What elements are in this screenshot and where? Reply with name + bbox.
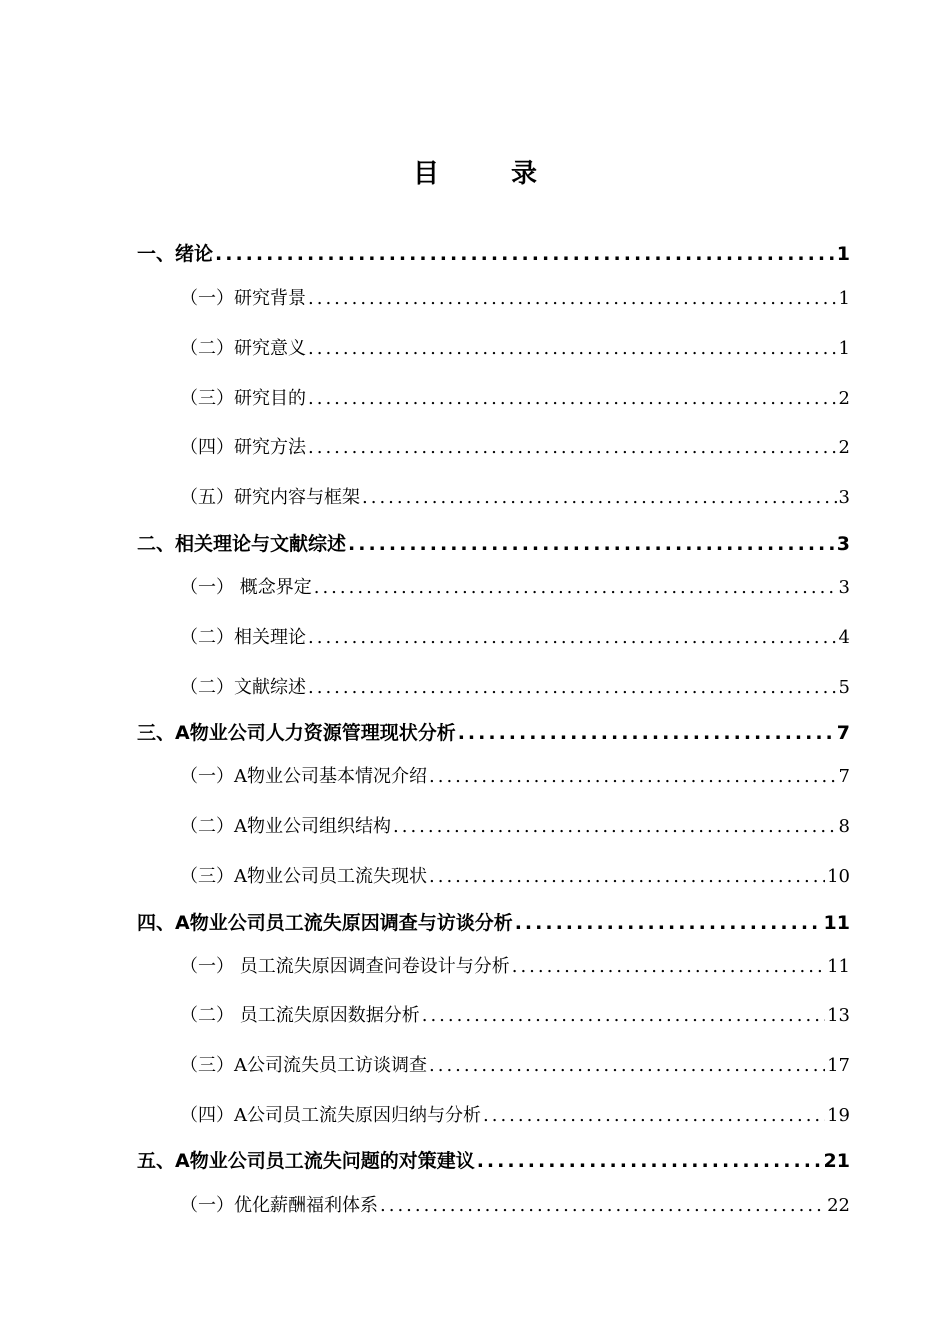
toc-entry-label: 一、绪论 bbox=[137, 243, 214, 265]
toc-leader bbox=[308, 284, 837, 314]
toc-leader bbox=[515, 908, 822, 938]
toc-entry-20[interactable] bbox=[180, 1191, 850, 1221]
toc-entry-4[interactable] bbox=[180, 433, 850, 463]
toc-entry-label: （三）A公司流失员工访谈调查 bbox=[180, 1055, 427, 1076]
toc-entry-page: 7 bbox=[838, 766, 850, 787]
toc-entry-page: 5 bbox=[838, 677, 850, 698]
toc-entry-9[interactable] bbox=[180, 673, 850, 703]
toc-entry-1[interactable] bbox=[180, 284, 850, 314]
toc-entry-label: （一） 员工流失原因调查问卷设计与分析 bbox=[180, 956, 510, 977]
toc-entry-label: （二） 员工流失原因数据分析 bbox=[180, 1005, 420, 1026]
toc-entry-label: 五、A物业公司员工流失问题的对策建议 bbox=[137, 1150, 475, 1172]
toc-leader bbox=[314, 573, 837, 603]
toc-leader bbox=[393, 812, 837, 842]
toc-leader bbox=[308, 433, 837, 463]
toc-entry-0[interactable] bbox=[137, 239, 850, 269]
toc-entry-18[interactable] bbox=[180, 1101, 850, 1131]
toc-entry-11[interactable] bbox=[180, 762, 850, 792]
toc-leader bbox=[477, 1146, 822, 1176]
toc-entry-12[interactable] bbox=[180, 812, 850, 842]
toc-entry-label: （二）A物业公司组织结构 bbox=[180, 816, 391, 837]
toc-entry-5[interactable] bbox=[180, 483, 850, 513]
toc-entry-page: 21 bbox=[823, 1150, 850, 1172]
toc-leader bbox=[380, 1191, 825, 1221]
toc-leader bbox=[308, 673, 837, 703]
toc-entry-13[interactable] bbox=[180, 862, 850, 892]
toc-leader bbox=[429, 862, 825, 892]
toc-entry-page: 4 bbox=[838, 627, 850, 648]
toc-entry-page: 2 bbox=[838, 437, 850, 458]
toc-leader bbox=[429, 762, 837, 792]
toc-entry-page: 3 bbox=[838, 487, 850, 508]
toc-leader bbox=[215, 239, 835, 269]
toc-entry-6[interactable] bbox=[137, 529, 850, 559]
toc-entry-10[interactable] bbox=[137, 718, 850, 748]
toc-leader bbox=[348, 529, 835, 559]
toc-entry-label: （二）研究意义 bbox=[180, 338, 306, 359]
toc-entry-label: （一）优化薪酬福利体系 bbox=[180, 1195, 378, 1216]
toc-entry-page: 1 bbox=[836, 243, 850, 265]
toc-entry-3[interactable] bbox=[180, 384, 850, 414]
toc-entry-label: （一）A物业公司基本情况介绍 bbox=[180, 766, 427, 787]
toc-leader bbox=[362, 483, 837, 513]
toc-entry-page: 19 bbox=[827, 1105, 850, 1126]
toc-entry-label: （四）研究方法 bbox=[180, 437, 306, 458]
toc-leader bbox=[308, 334, 837, 364]
toc-entry-label: 二、相关理论与文献综述 bbox=[137, 533, 347, 555]
toc-entry-page: 1 bbox=[838, 288, 850, 309]
toc-entry-19[interactable] bbox=[137, 1146, 850, 1176]
toc-entry-label: 三、A物业公司人力资源管理现状分析 bbox=[137, 722, 456, 744]
toc-entry-16[interactable] bbox=[180, 1001, 850, 1031]
toc-entry-page: 7 bbox=[836, 722, 850, 744]
toc-entry-page: 22 bbox=[827, 1195, 850, 1216]
toc-entry-page: 8 bbox=[838, 816, 850, 837]
toc-entry-2[interactable] bbox=[180, 334, 850, 364]
toc-leader bbox=[308, 623, 837, 653]
toc-entry-label: （三）研究目的 bbox=[180, 388, 306, 409]
toc-entry-label: （四）A公司员工流失原因归纳与分析 bbox=[180, 1105, 481, 1126]
toc-entry-label: （一） 概念界定 bbox=[180, 577, 312, 598]
toc-entry-label: （一）研究背景 bbox=[180, 288, 306, 309]
toc-entry-page: 10 bbox=[827, 866, 850, 887]
toc-entry-page: 1 bbox=[838, 338, 850, 359]
toc-leader bbox=[483, 1101, 825, 1131]
toc-leader bbox=[422, 1001, 825, 1031]
toc-leader bbox=[429, 1051, 825, 1081]
toc-entry-label: （五）研究内容与框架 bbox=[180, 487, 360, 508]
toc-entry-page: 2 bbox=[838, 388, 850, 409]
toc-leader bbox=[308, 384, 837, 414]
toc-entry-page: 11 bbox=[827, 956, 850, 977]
toc-entry-label: （二）文献综述 bbox=[180, 677, 306, 698]
toc-entry-page: 3 bbox=[836, 533, 850, 555]
toc-entry-label: 四、A物业公司员工流失原因调查与访谈分析 bbox=[137, 912, 513, 934]
page-title: 目录 bbox=[412, 159, 609, 189]
toc-entry-page: 17 bbox=[827, 1055, 850, 1076]
toc-entry-8[interactable] bbox=[180, 623, 850, 653]
toc-entry-17[interactable] bbox=[180, 1051, 850, 1081]
toc-entry-page: 11 bbox=[823, 912, 850, 934]
toc-leader bbox=[458, 718, 835, 748]
toc-entry-15[interactable] bbox=[180, 952, 850, 982]
toc-leader bbox=[512, 952, 825, 982]
toc-entry-label: （三）A物业公司员工流失现状 bbox=[180, 866, 427, 887]
toc-entry-7[interactable] bbox=[180, 573, 850, 603]
toc-entry-label: （二）相关理论 bbox=[180, 627, 306, 648]
toc-entry-page: 13 bbox=[827, 1005, 850, 1026]
toc-entry-page: 3 bbox=[838, 577, 850, 598]
toc-entry-14[interactable] bbox=[137, 908, 850, 938]
